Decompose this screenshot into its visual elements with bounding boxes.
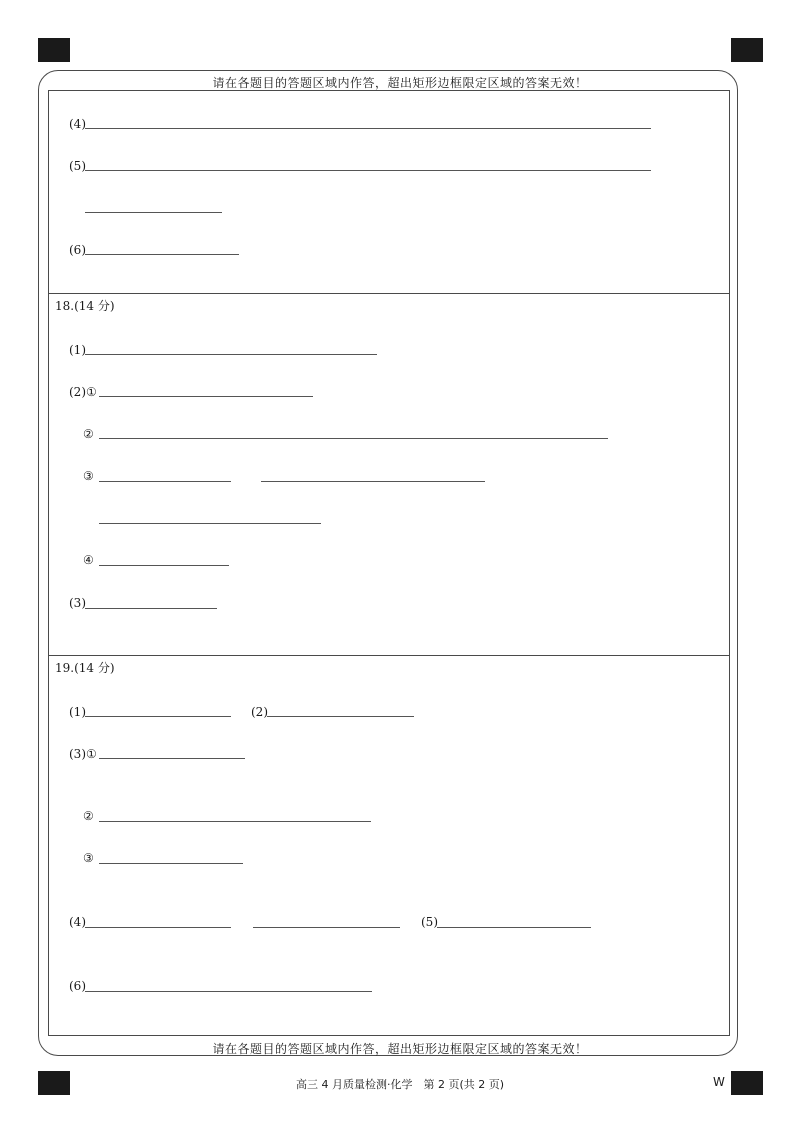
q17-part-5-answer-line-2[interactable] xyxy=(85,212,222,213)
q19-part-4-answer-line-b[interactable] xyxy=(253,927,400,928)
q18-title: 18.(14 分) xyxy=(55,299,115,313)
q19-part-1-label: (1) xyxy=(69,705,86,719)
q18-part-1-label: (1) xyxy=(69,343,86,357)
q19-part-1-answer-line[interactable] xyxy=(85,716,231,717)
version-code: W xyxy=(713,1075,725,1089)
q18-part-2-3-answer-line-b[interactable] xyxy=(261,481,485,482)
q18-part-2-4-answer-line[interactable] xyxy=(99,565,229,566)
bottom-warning-text: 请在各题目的答题区域内作答，超出矩形边框限定区域的答案无效！ xyxy=(212,1042,588,1056)
q18-part-2-2-answer-line[interactable] xyxy=(99,438,608,439)
q18-part-1-answer-line[interactable] xyxy=(85,354,377,355)
page-footer: 高三 4 月质量检测·化学 第 2 页(共 2 页) xyxy=(295,1078,505,1091)
q18-part-2-3-answer-line-c[interactable] xyxy=(99,523,321,524)
q19-part-4-label: (4) xyxy=(69,915,86,929)
q17-part-4-label: (4) xyxy=(69,117,86,131)
q19-part-3-1-answer-line[interactable] xyxy=(99,758,245,759)
q17-part-5-answer-line[interactable] xyxy=(85,170,651,171)
q19-title: 19.(14 分) xyxy=(55,661,115,675)
q18-part-2-1-label: (2)① xyxy=(69,385,97,399)
q19-part-5-label: (5) xyxy=(421,915,438,929)
q19-part-5-answer-line[interactable] xyxy=(437,927,591,928)
registration-mark-top-right xyxy=(731,38,763,62)
section-divider-19 xyxy=(49,655,729,656)
q19-part-3-1-label: (3)① xyxy=(69,747,97,761)
q17-part-4-answer-line[interactable] xyxy=(85,128,651,129)
q18-part-3-answer-line[interactable] xyxy=(85,608,217,609)
q19-part-3-3-answer-line[interactable] xyxy=(99,863,243,864)
answer-area xyxy=(48,90,730,1036)
q18-part-2-1-answer-line[interactable] xyxy=(99,396,313,397)
q18-part-3-label: (3) xyxy=(69,596,86,610)
q18-part-2-2-label: ② xyxy=(83,427,94,441)
top-warning-text: 请在各题目的答题区域内作答，超出矩形边框限定区域的答案无效！ xyxy=(212,76,588,90)
q18-part-2-4-label: ④ xyxy=(83,553,94,567)
q18-part-2-3-label: ③ xyxy=(83,469,94,483)
q17-part-6-label: (6) xyxy=(69,243,86,257)
q17-part-6-answer-line[interactable] xyxy=(85,254,239,255)
q19-part-2-label: (2) xyxy=(251,705,268,719)
q19-part-3-2-answer-line[interactable] xyxy=(99,821,371,822)
q19-part-3-3-label: ③ xyxy=(83,851,94,865)
registration-mark-top-left xyxy=(38,38,70,62)
q19-part-6-answer-line[interactable] xyxy=(85,991,372,992)
q19-part-4-answer-line-a[interactable] xyxy=(85,927,231,928)
section-divider-18 xyxy=(49,293,729,294)
q18-part-2-3-answer-line-a[interactable] xyxy=(99,481,231,482)
q19-part-6-label: (6) xyxy=(69,979,86,993)
q17-part-5-label: (5) xyxy=(69,159,86,173)
q19-part-2-answer-line[interactable] xyxy=(267,716,414,717)
q19-part-3-2-label: ② xyxy=(83,809,94,823)
